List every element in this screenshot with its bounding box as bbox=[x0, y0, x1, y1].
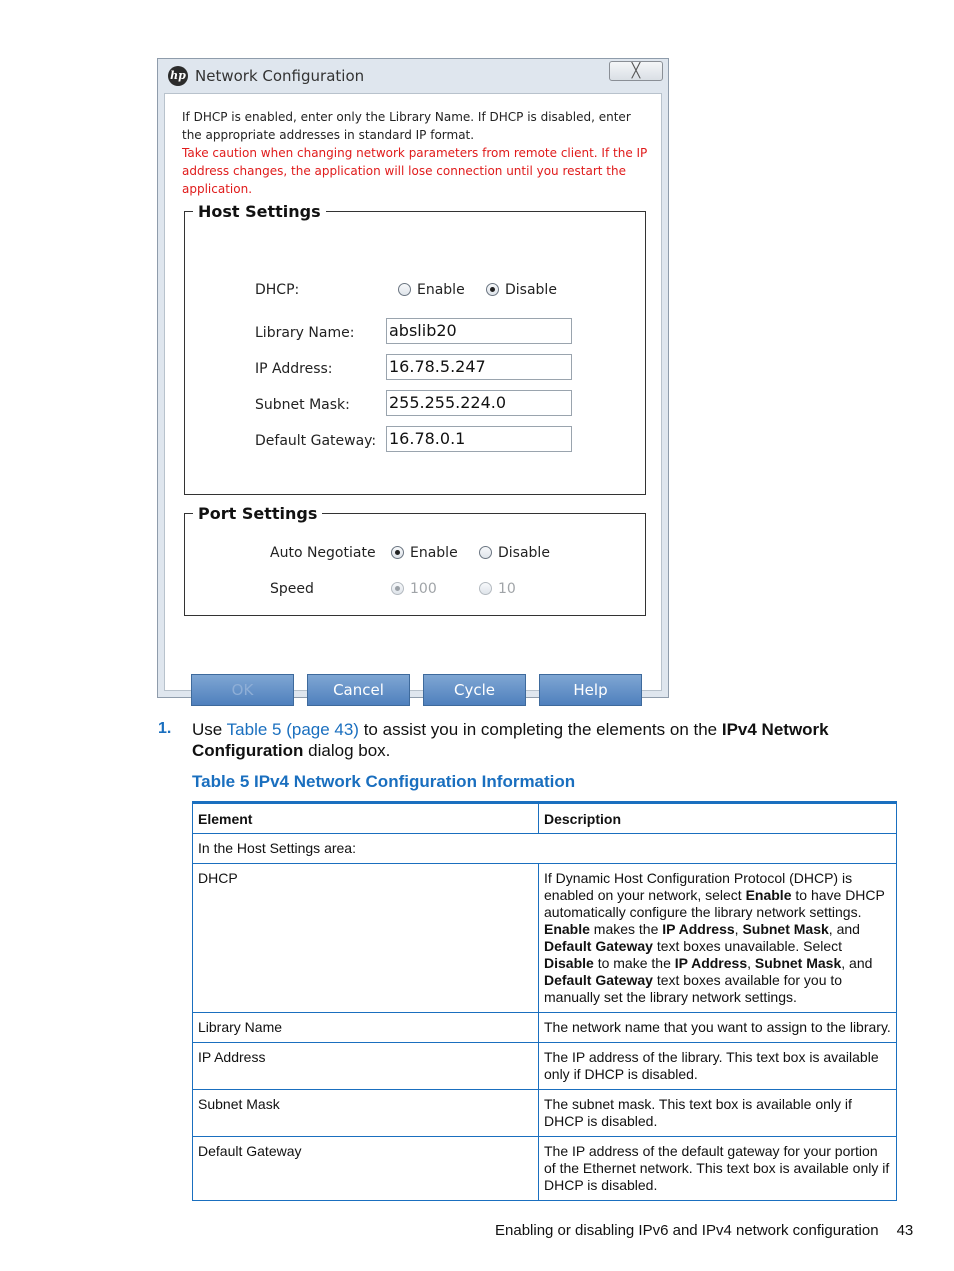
page-number: 43 bbox=[896, 1222, 914, 1239]
desc-bold: IP Address bbox=[674, 955, 748, 971]
dialog-titlebar bbox=[158, 59, 668, 92]
speed-label: Speed bbox=[270, 581, 314, 597]
speed-100-radio[interactable] bbox=[391, 581, 437, 597]
dialog-client-area bbox=[164, 93, 662, 699]
host-settings-group bbox=[184, 202, 646, 495]
radio-unchecked-icon bbox=[398, 283, 411, 296]
desc-text: If Dynamic Host Configuration Protocol (DHCP) is enabled on your network, select bbox=[544, 870, 853, 903]
host-settings-legend: Host Settings bbox=[198, 202, 321, 221]
dhcp-disable-radio[interactable] bbox=[486, 282, 557, 298]
network-configuration-dialog bbox=[157, 58, 669, 698]
dhcp-instruction-text: If DHCP is enabled, enter only the Library Name. If DHCP is disabled, enter the appropriate addresses in standard IP format. bbox=[182, 110, 631, 142]
desc-bold: Default Gateway bbox=[544, 938, 653, 954]
radio-unchecked-icon bbox=[479, 546, 492, 559]
port-settings-group bbox=[184, 504, 646, 616]
desc-text: , and bbox=[828, 921, 860, 937]
library-name-input[interactable]: abslib20 bbox=[386, 318, 572, 344]
cancel-button[interactable]: Cancel bbox=[307, 674, 410, 706]
desc-bold: Default Gateway bbox=[544, 972, 653, 988]
desc-text: to have DHCP automatically configure the library network settings. bbox=[544, 887, 885, 920]
step-text-part: Use bbox=[192, 720, 227, 739]
warning-text: Take caution when changing network parameters from remote client. If the IP address changes, the application will lose connection until you restart the application. bbox=[182, 146, 648, 196]
footer-section-title: Enabling or disabling IPv6 and IPv4 network configuration bbox=[495, 1222, 879, 1239]
element-cell: DHCP bbox=[193, 864, 539, 1013]
auto-negotiate-enable-label: Enable bbox=[410, 545, 458, 561]
step-text-part: to assist you in completing the elements on the bbox=[358, 720, 722, 739]
auto-negotiate-label: Auto Negotiate bbox=[270, 545, 376, 561]
table-row bbox=[193, 864, 897, 1013]
library-name-label: Library Name: bbox=[255, 325, 355, 341]
desc-text: text boxes unavailable. Select bbox=[652, 938, 843, 954]
desc-bold: Subnet Mask bbox=[742, 921, 829, 937]
table-link[interactable]: Table 5 (page 43) bbox=[226, 720, 359, 739]
radio-checked-icon bbox=[486, 283, 499, 296]
auto-negotiate-enable-radio[interactable] bbox=[391, 545, 458, 561]
description-cell bbox=[539, 864, 897, 1013]
element-cell: IP Address bbox=[193, 1043, 539, 1090]
dhcp-disable-label: Disable bbox=[505, 282, 557, 298]
desc-bold: Subnet Mask bbox=[754, 955, 842, 971]
element-cell: Default Gateway bbox=[193, 1137, 539, 1201]
desc-text: text boxes available for you to manually set the library network settings. bbox=[544, 972, 843, 1005]
radio-checked-icon bbox=[391, 582, 404, 595]
desc-bold: Enable bbox=[544, 921, 590, 937]
table-row bbox=[193, 1090, 897, 1137]
desc-bold: Enable bbox=[745, 887, 792, 903]
desc-text: , bbox=[747, 955, 755, 971]
ipv4-config-table bbox=[192, 801, 897, 1201]
table-header-row bbox=[193, 803, 897, 834]
radio-checked-icon bbox=[391, 546, 404, 559]
close-icon: ╳ bbox=[631, 62, 641, 78]
description-cell: The network name that you want to assign to the library. bbox=[539, 1013, 897, 1043]
ip-address-label: IP Address: bbox=[255, 361, 333, 377]
close-button[interactable] bbox=[609, 61, 663, 81]
section-label: In the Host Settings area: bbox=[193, 834, 897, 864]
default-gateway-input[interactable]: 16.78.0.1 bbox=[386, 426, 572, 452]
description-cell: The IP address of the library. This text box is available only if DHCP is disabled. bbox=[539, 1043, 897, 1090]
table-row bbox=[193, 1043, 897, 1090]
subnet-mask-label: Subnet Mask: bbox=[255, 397, 350, 413]
desc-bold: Disable bbox=[544, 955, 594, 971]
desc-text: makes the bbox=[589, 921, 663, 937]
dhcp-label: DHCP: bbox=[255, 282, 300, 298]
speed-100-label: 100 bbox=[410, 581, 437, 597]
element-cell: Subnet Mask bbox=[193, 1090, 539, 1137]
desc-text: , and bbox=[841, 955, 873, 971]
page-footer bbox=[495, 1222, 913, 1239]
element-cell: Library Name bbox=[193, 1013, 539, 1043]
ok-button[interactable]: OK bbox=[191, 674, 294, 706]
speed-10-radio[interactable] bbox=[479, 581, 516, 597]
desc-text: , bbox=[734, 921, 743, 937]
table-caption: Table 5 IPv4 Network Configuration Information bbox=[192, 772, 576, 791]
help-button[interactable]: Help bbox=[539, 674, 642, 706]
dialog-title: Network Configuration bbox=[195, 67, 365, 85]
step-text bbox=[192, 719, 872, 761]
hp-logo-icon: hp bbox=[168, 66, 188, 86]
port-settings-legend: Port Settings bbox=[198, 504, 318, 523]
speed-10-label: 10 bbox=[498, 581, 516, 597]
radio-unchecked-icon bbox=[479, 582, 492, 595]
default-gateway-label: Default Gateway: bbox=[255, 433, 377, 449]
table-row bbox=[193, 1137, 897, 1201]
desc-text: to make the bbox=[593, 955, 675, 971]
description-cell: The subnet mask. This text box is available only if DHCP is disabled. bbox=[539, 1090, 897, 1137]
table-section-row bbox=[193, 834, 897, 864]
dialog-instructions bbox=[182, 108, 652, 198]
auto-negotiate-disable-label: Disable bbox=[498, 545, 550, 561]
dhcp-enable-radio[interactable] bbox=[398, 282, 465, 298]
subnet-mask-input[interactable]: 255.255.224.0 bbox=[386, 390, 572, 416]
header-element: Element bbox=[193, 803, 539, 834]
header-description: Description bbox=[539, 803, 897, 834]
description-cell: The IP address of the default gateway for your portion of the Ethernet network. This text box is available only if DHCP is disabled. bbox=[539, 1137, 897, 1201]
dialog-name-bold: IPv4 Network Configuration bbox=[192, 720, 829, 760]
step-number: 1. bbox=[158, 720, 172, 737]
ip-address-input[interactable]: 16.78.5.247 bbox=[386, 354, 572, 380]
cycle-button[interactable]: Cycle bbox=[423, 674, 526, 706]
desc-bold: IP Address bbox=[662, 921, 735, 937]
table-row bbox=[193, 1013, 897, 1043]
dhcp-enable-label: Enable bbox=[417, 282, 465, 298]
auto-negotiate-disable-radio[interactable] bbox=[479, 545, 550, 561]
step-text-part: dialog box. bbox=[303, 741, 391, 760]
